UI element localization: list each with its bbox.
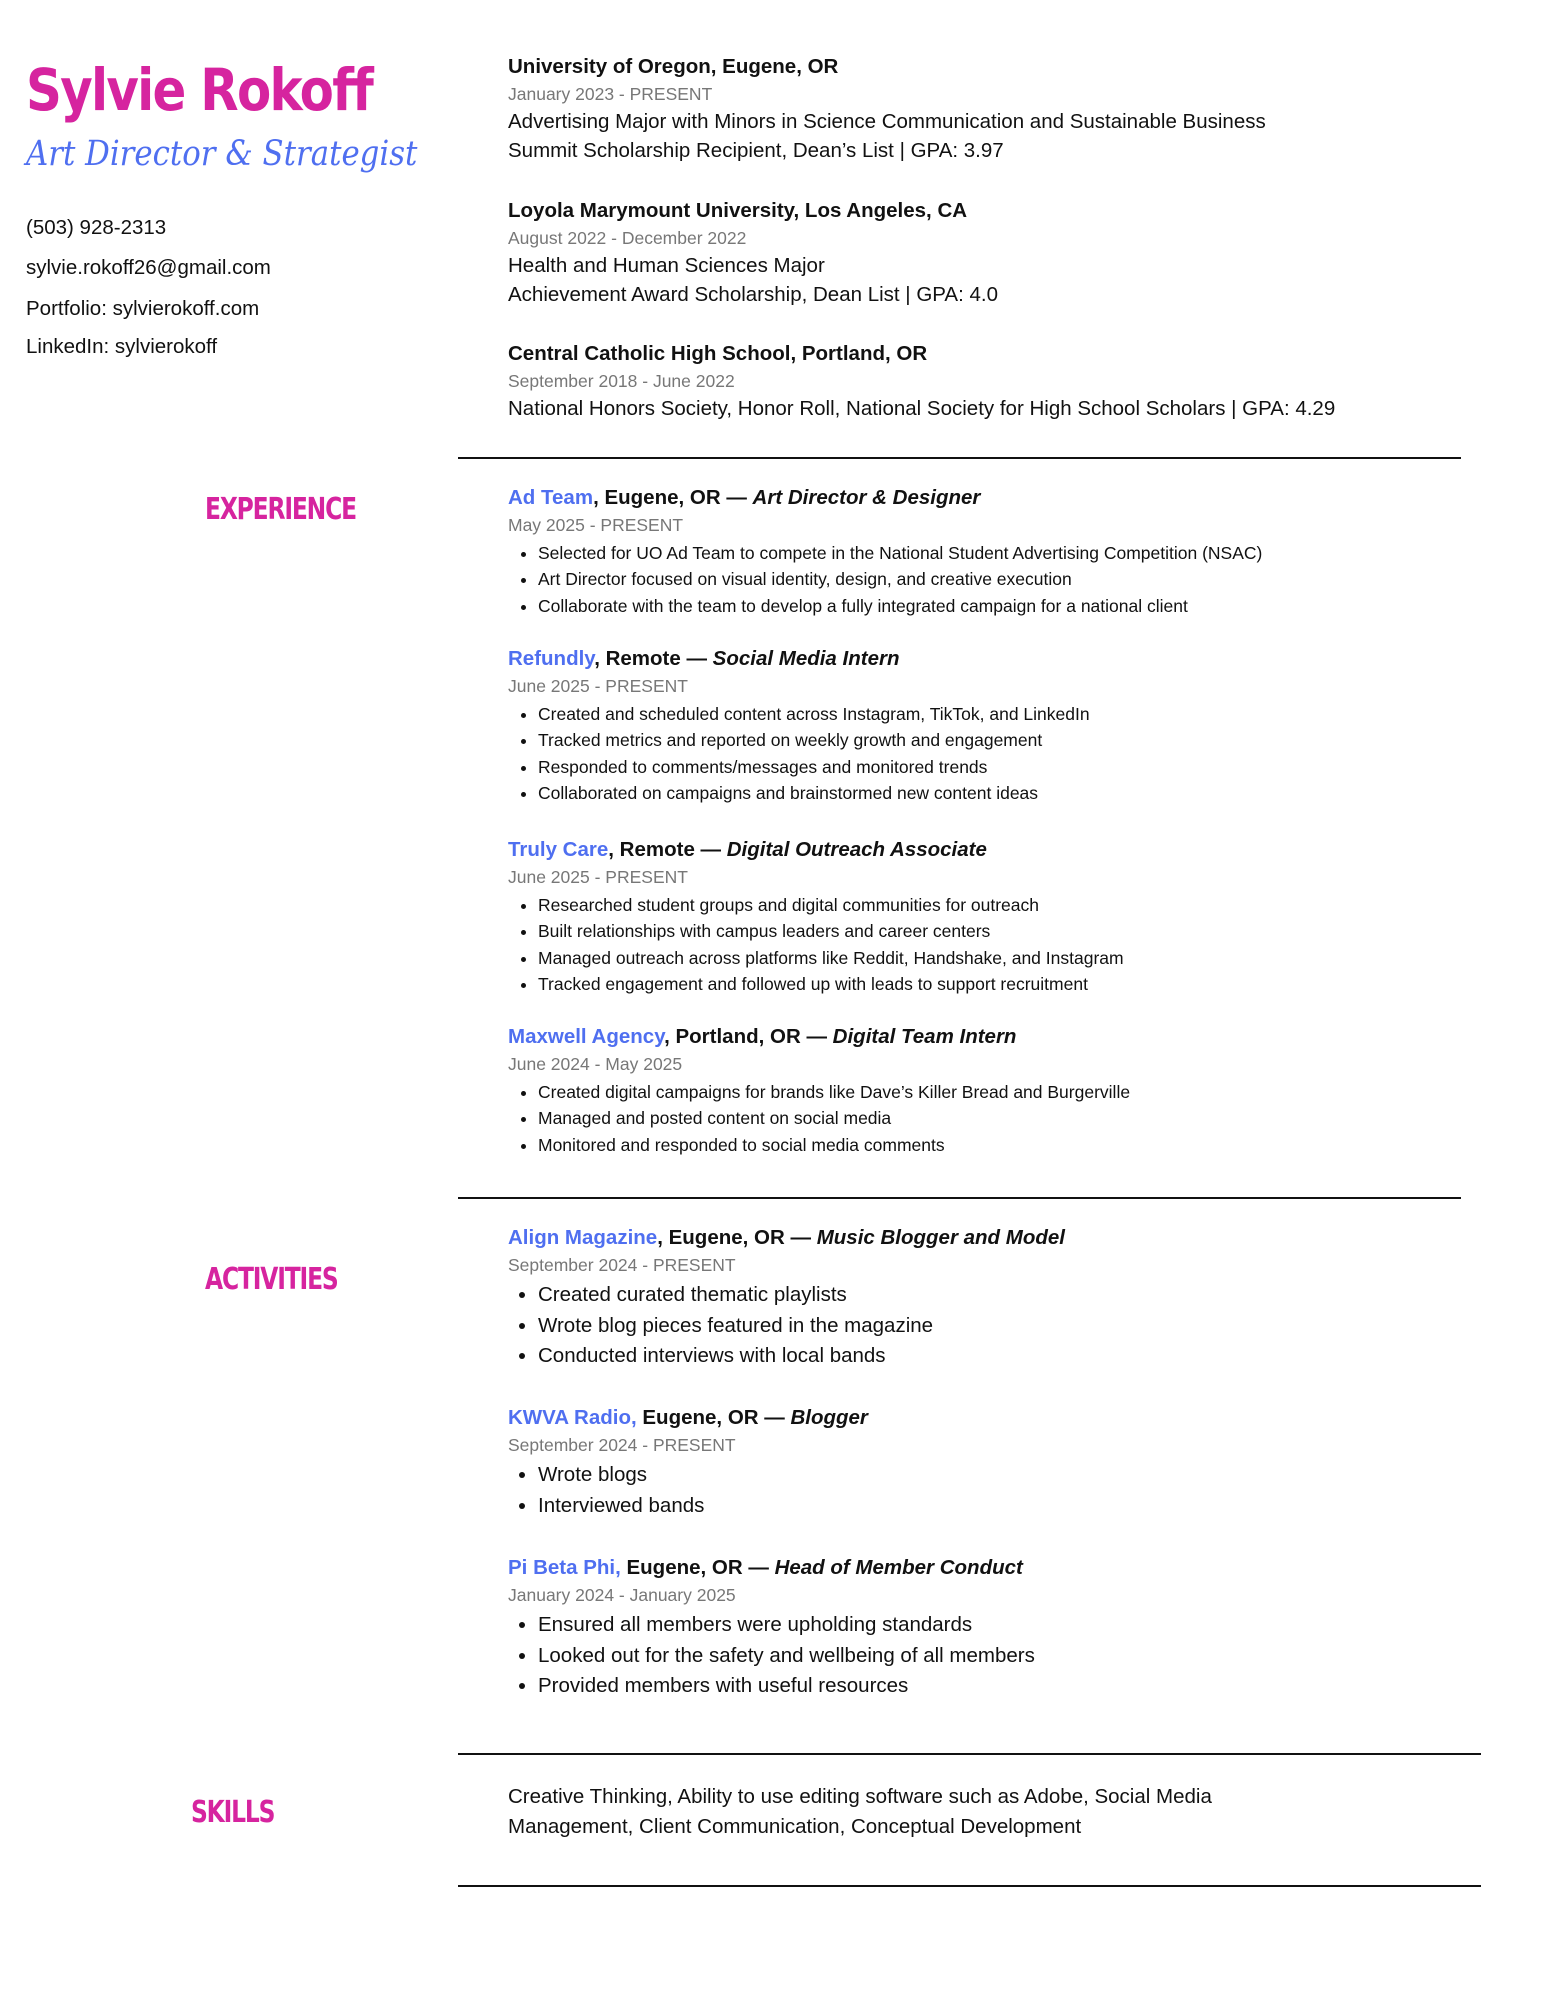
education-date: January 2023 - PRESENT <box>508 84 713 104</box>
contact-email: sylvie.rokoff26@gmail.com <box>26 256 271 279</box>
skills-heading: SKILLS <box>191 1795 275 1830</box>
list-item: • Managed outreach across platforms like Reddit, Handshake, and Instagram <box>538 945 1408 971</box>
activity-title-line <box>508 1404 1408 1432</box>
list-item: • Provided members with useful resources <box>538 1671 1408 1702</box>
section-divider <box>458 1197 1461 1199</box>
activity-date: January 2024 - January 2025 <box>508 1585 736 1605</box>
activity-role: Music Blogger and Model <box>816 1226 1065 1249</box>
list-item: • Responded to comments/messages and monitored trends <box>538 754 1408 780</box>
activity-location: Eugene, OR — <box>620 1556 775 1579</box>
activity-role: Head of Member Conduct <box>774 1556 1023 1579</box>
organization-name: Truly Care <box>508 838 609 861</box>
school-name: University of Oregon, Eugene, OR <box>508 55 839 78</box>
education-detail: National Honors Society, Honor Roll, National Society for High School Scholars | GPA: 4.29 <box>508 397 1336 420</box>
experience-entry <box>508 836 1408 997</box>
education-detail: Achievement Award Scholarship, Dean List | GPA: 4.0 <box>508 283 998 306</box>
list-item: • Created digital campaigns for brands like Dave’s Killer Bread and Burgerville <box>538 1079 1408 1105</box>
education-entry <box>508 197 1408 309</box>
job-date: June 2024 - May 2025 <box>508 1054 683 1074</box>
list-item: • Interviewed bands <box>538 1491 1408 1522</box>
list-item: • Tracked metrics and reported on weekly growth and engagement <box>538 727 1408 753</box>
contact-portfolio: Portfolio: sylvierokoff.com <box>26 297 260 320</box>
job-location: , Eugene, OR — <box>593 486 753 509</box>
job-role: Digital Outreach Associate <box>726 838 987 861</box>
job-date: June 2025 - PRESENT <box>508 676 688 696</box>
experience-heading: EXPERIENCE <box>205 492 356 527</box>
section-divider <box>458 1885 1481 1887</box>
job-title-line <box>508 484 1408 512</box>
activity-date: September 2024 - PRESENT <box>508 1435 736 1455</box>
job-date: May 2025 - PRESENT <box>508 515 684 535</box>
activities-heading: ACTIVITIES <box>205 1262 338 1297</box>
organization-name: Ad Team <box>508 486 594 509</box>
organization-name: Pi Beta Phi, <box>508 1556 621 1579</box>
education-entry <box>508 53 1408 165</box>
list-item: • Art Director focused on visual identity, design, and creative execution <box>538 566 1408 592</box>
activity-entry <box>508 1554 1408 1702</box>
job-location: , Remote — <box>594 647 713 670</box>
job-title-line <box>508 1023 1408 1051</box>
skills-text: Creative Thinking, Ability to use editing software such as Adobe, Social Media Management, Client Communication, Conceptual Development <box>508 1785 1212 1838</box>
contact-phone: (503) 928-2313 <box>26 216 167 239</box>
list-item: • Built relationships with campus leaders and career centers <box>538 918 1408 944</box>
list-item: • Selected for UO Ad Team to compete in the National Student Advertising Competition (NSAC) <box>538 540 1408 566</box>
list-item: • Monitored and responded to social media comments <box>538 1132 1408 1158</box>
school-name: Central Catholic High School, Portland, OR <box>508 342 928 365</box>
list-item: • Managed and posted content on social media <box>538 1105 1408 1131</box>
education-detail: Health and Human Sciences Major <box>508 254 825 277</box>
education-detail: Summit Scholarship Recipient, Dean’s List | GPA: 3.97 <box>508 139 1004 162</box>
education-entry <box>508 340 1408 423</box>
activity-role: Blogger <box>790 1406 868 1429</box>
activity-location: Eugene, OR — <box>636 1406 791 1429</box>
list-item: • Created and scheduled content across Instagram, TikTok, and LinkedIn <box>538 701 1408 727</box>
list-item: • Collaborate with the team to develop a fully integrated campaign for a national client <box>538 593 1408 619</box>
list-item: • Wrote blogs <box>538 1460 1408 1491</box>
experience-entry <box>508 1023 1408 1158</box>
experience-entry <box>508 484 1408 619</box>
list-item: • Collaborated on campaigns and brainstormed new content ideas <box>538 780 1408 806</box>
contact-linkedin: LinkedIn: sylvierokoff <box>26 335 218 358</box>
job-bullets <box>508 701 1408 806</box>
activity-title-line <box>508 1554 1408 1582</box>
list-item: • Wrote blog pieces featured in the magazine <box>538 1311 1408 1342</box>
activity-entry <box>508 1224 1408 1372</box>
organization-name: Refundly <box>508 647 595 670</box>
tagline: Art Director & Strategist <box>26 134 418 174</box>
activity-entry <box>508 1404 1408 1521</box>
activity-bullets <box>508 1280 1408 1372</box>
experience-entry <box>508 645 1408 806</box>
list-item: • Conducted interviews with local bands <box>538 1341 1408 1372</box>
organization-name: Align Magazine <box>508 1226 658 1249</box>
job-date: June 2025 - PRESENT <box>508 867 688 887</box>
activity-bullets <box>508 1610 1408 1702</box>
job-location: , Remote — <box>608 838 727 861</box>
list-item: • Ensured all members were upholding standards <box>538 1610 1408 1641</box>
list-item: • Created curated thematic playlists <box>538 1280 1408 1311</box>
job-role: Art Director & Designer <box>752 486 981 509</box>
section-divider <box>458 1753 1481 1755</box>
job-title-line <box>508 645 1408 673</box>
activity-date: September 2024 - PRESENT <box>508 1255 736 1275</box>
organization-name: Maxwell Agency <box>508 1025 665 1048</box>
organization-name: KWVA Radio, <box>508 1406 637 1429</box>
education-date: September 2018 - June 2022 <box>508 371 735 391</box>
activity-title-line <box>508 1224 1408 1252</box>
job-location: , Portland, OR — <box>664 1025 833 1048</box>
name-heading: Sylvie Rokoff <box>26 56 373 124</box>
activity-location: , Eugene, OR — <box>657 1226 817 1249</box>
job-role: Digital Team Intern <box>832 1025 1017 1048</box>
list-item: • Tracked engagement and followed up with leads to support recruitment <box>538 971 1408 997</box>
job-title-line <box>508 836 1408 864</box>
job-bullets <box>508 1079 1408 1158</box>
section-divider <box>458 457 1461 459</box>
job-role: Social Media Intern <box>712 647 900 670</box>
job-bullets <box>508 892 1408 997</box>
job-bullets <box>508 540 1408 619</box>
education-detail: Advertising Major with Minors in Science Communication and Sustainable Business <box>508 110 1266 133</box>
list-item: • Looked out for the safety and wellbeing of all members <box>538 1641 1408 1672</box>
list-item: • Researched student groups and digital communities for outreach <box>538 892 1408 918</box>
education-date: August 2022 - December 2022 <box>508 228 747 248</box>
activity-bullets <box>508 1460 1408 1521</box>
school-name: Loyola Marymount University, Los Angeles, CA <box>508 199 968 222</box>
